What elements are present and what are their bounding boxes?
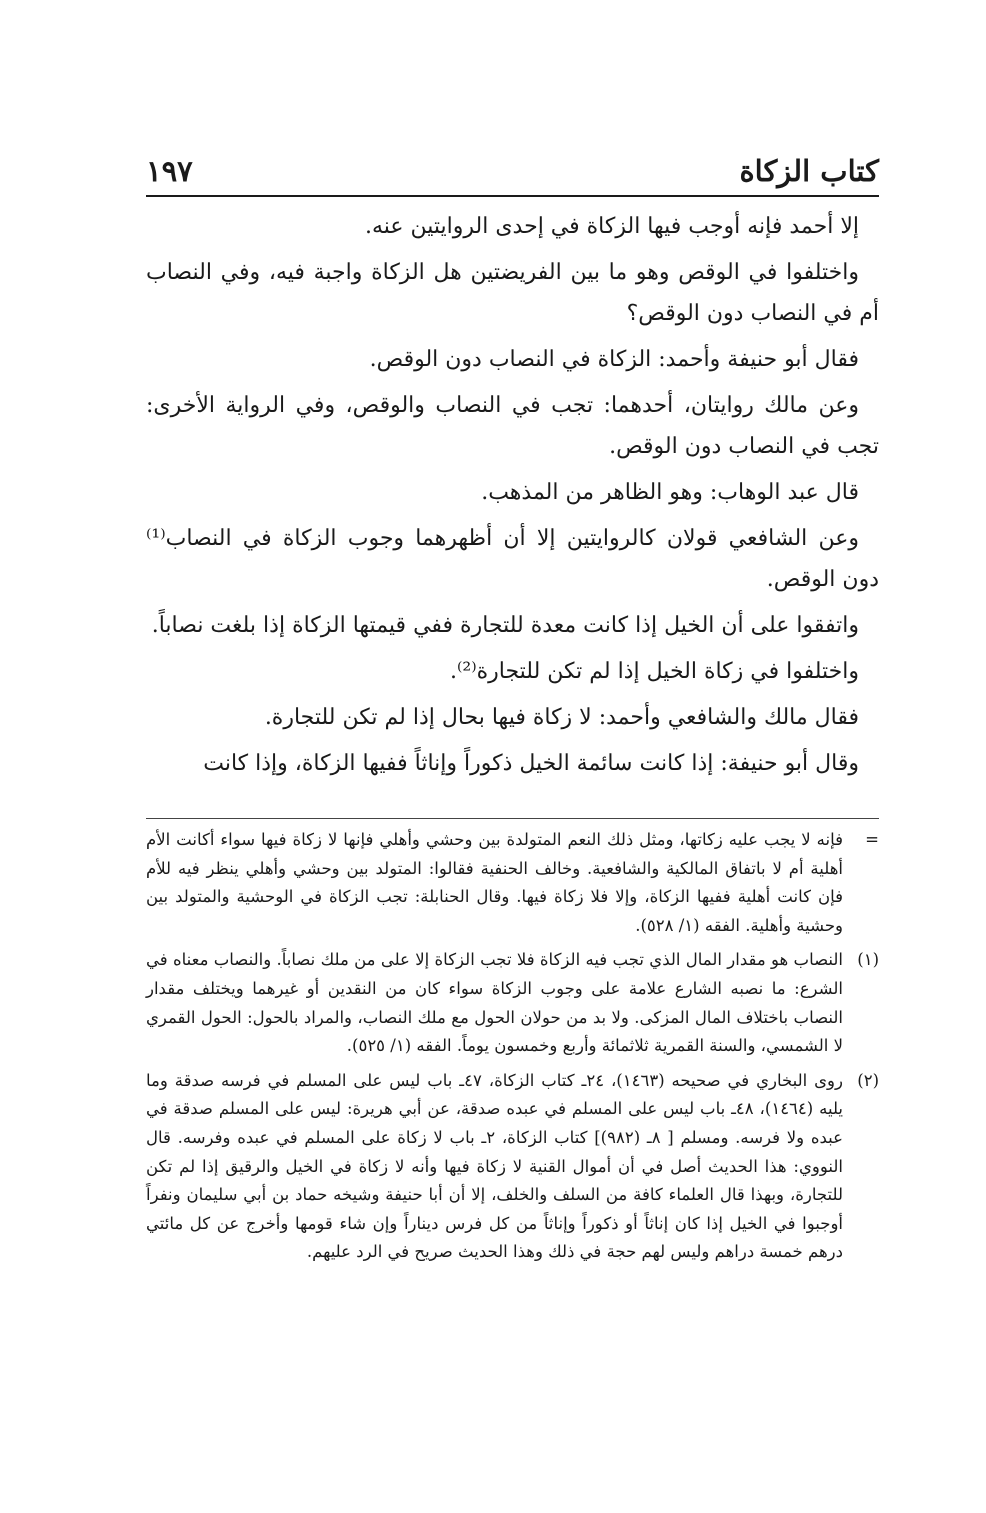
footnote-1: [146, 946, 879, 1060]
footnote-text: روى البخاري في صحيحه (١٤٦٣)، ٢٤ـ كتاب الزكاة، ٤٧ـ باب ليس على المسلم في فرسه صدقة وما يليه (١٤٦٤)، ٤٨ـ باب ليس على المسلم في عبده صدقة، عن أبي هريرة: ليس على المسلم صدقة في عبده ولا فرسه. ومسلم [ ٨ـ (٩٨٢)] كتاب الزكاة، ٢ـ باب لا زكاة على المسلم في عبده وفرسه. قال النووي: هذا الحديث أصل في أن أموال القنية لا زكاة فيها وأنه لا زكاة في الخيل والرقيق إذا لم تكن للتجارة، وبهذا قال العلماء كافة من السلف والخلف، إلا أن أبا حنيفة وشيخه حماد بن أبي سليمان ونفراً أوجبوا في الخيل إذا كان إناثاً أو ذكوراً وإناثاً من كل فرس ديناراً وإن شاء قومها وأخرج عن كل مائتي درهم خمسة دراهم وليس لهم حجة في ذلك وهذا الحديث صريح في الرد عليهم.: [146, 1070, 843, 1262]
footnote-text: النصاب هو مقدار المال الذي تجب فيه الزكاة فلا تجب الزكاة إلا على من ملك نصاباً. والنصاب معناه في الشرع: ما نصبه الشارع علامة على وجوب الزكاة سواء كان من النقدين أو غيرهما ويختلف مقدار النصاب باختلاف المال المزكى. ولا بد من حولان الحول مع ملك النصاب، والمراد بالحول: الحول القمري لا الشمسي، والسنة القمرية ثلاثمائة وأربع وخمسون يوماً. الفقه (١/ ٥٢٥).: [146, 950, 843, 1056]
main-text: [146, 206, 879, 789]
paragraph: إلا أحمد فإنه أوجب فيها الزكاة في إحدى الروايتين عنه.: [364, 214, 859, 239]
header-rule: [146, 195, 879, 197]
footnote-text: فإنه لا يجب عليه زكاتها، ومثل ذلك النعم المتولدة بين وحشي وأهلي فإنها لا زكاة فيها سواء أكانت الأم أهلية أم لا باتفاق المالكية والشافعية. وخالف الحنفية فقالوا: المتولد بين وحشي وأهلي ينظر فيه للأم فإن كانت أهلية ففيها الزكاة، وإلا فلا زكاة فيها. وقال الحنابلة: تجب الزكاة في الوحشية والمتولد بين وحشية وأهلية. الفقه (١/ ٥٢٨).: [146, 830, 843, 935]
footnote-continuation: [146, 826, 879, 940]
footnote-rule: [146, 818, 879, 819]
paragraph: واختلفوا في زكاة الخيل إذا لم تكن للتجارة⁽²⁾.: [449, 659, 859, 684]
paragraph: فقال أبو حنيفة وأحمد: الزكاة في النصاب دون الوقص.: [369, 347, 859, 372]
page-number: ١٩٧: [146, 154, 193, 188]
paragraph: فقال مالك والشافعي وأحمد: لا زكاة فيها بحال إذا لم تكن للتجارة.: [264, 705, 859, 730]
chapter-title: كتاب الزكاة: [739, 154, 879, 188]
paragraph: وقال أبو حنيفة: إذا كانت سائمة الخيل ذكوراً وإناثاً ففيها الزكاة، وإذا كانت: [203, 751, 859, 776]
paragraph: واختلفوا في الوقص وهو ما بين الفريضتين هل الزكاة واجبة فيه، وفي النصاب أم في النصاب دون الوقص؟: [146, 260, 879, 326]
running-header: [146, 154, 879, 194]
footnote-marker: (١): [857, 950, 879, 970]
footnote-marker: (٢): [857, 1070, 879, 1090]
footnotes: [146, 826, 879, 1273]
paragraph: وعن مالك روايتان، أحدهما: تجب في النصاب والوقص، وفي الرواية الأخرى: تجب في النصاب دون الوقص.: [146, 393, 879, 459]
footnote-2: [146, 1067, 879, 1267]
paragraph: واتفقوا على أن الخيل إذا كانت معدة للتجارة ففي قيمتها الزكاة إذا بلغت نصاباً.: [151, 613, 859, 638]
paragraph: قال عبد الوهاب: وهو الظاهر من المذهب.: [481, 480, 859, 505]
paragraph: وعن الشافعي قولان كالروايتين إلا أن أظهرهما وجوب الزكاة في النصاب⁽¹⁾ دون الوقص.: [146, 526, 879, 592]
footnote-marker: =: [865, 830, 879, 849]
